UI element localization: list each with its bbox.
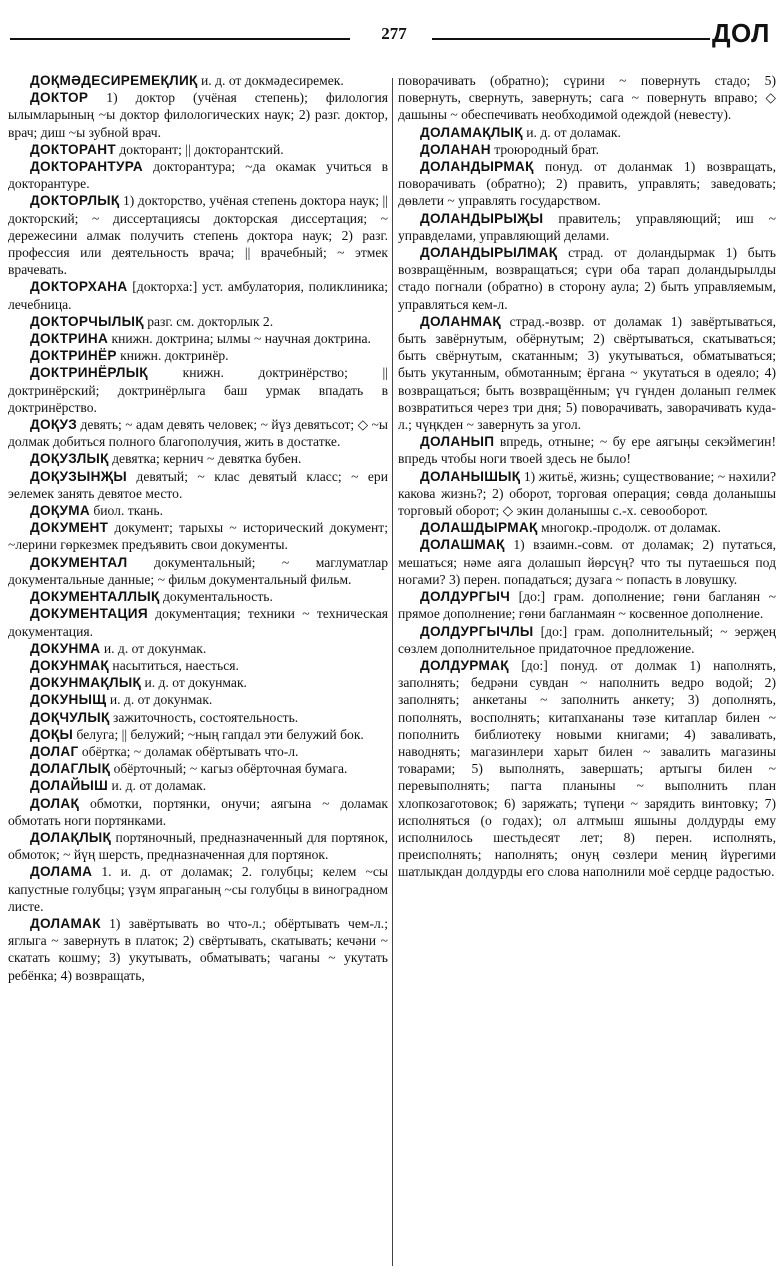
dictionary-entry xyxy=(398,623,776,657)
entry-headword: ДОЛАГ xyxy=(30,743,79,759)
entry-definition: обёртка; ~ доламак обёртывать что-л. xyxy=(81,743,299,759)
entry-definition: документальность. xyxy=(162,589,273,605)
entry-headword: ДОКУНЫЩ xyxy=(30,692,107,708)
entry-definition: [до:] понуд. от долмак 1) наполнять, заполнять; бедрәни сувдан ~ наполнить ведро водой; 2) заполнять; анкетаны ~ заполнить анкету; 3) дополнять, пополнять, восполнять; китапхананы тәзе китаплар билен ~ пополнить библиотеку новыми книгами; 4) заваливать, наводнять; магазинлери харыт билен ~ завалить магазины товарами; 5) выполнять, завершать; артыгы билен ~ перевыполнять; пагта планыны ~ выполнить план хлопкозаготовок; 6) заряжать; түпеңи ~ зарядить винтовку; 7) исполняться (о годах); ол алтмыш яшыны долдурды ему исполнилось шестьдесят лет; 8) перен. исполнять, преисполнять; наполнять; онуң сөзлери мениң йүрегими шатлыкдан долдурды его слова наполнили моё сердце радостью. xyxy=(398,657,776,880)
dictionary-entry xyxy=(398,244,776,313)
entry-headword: ДОЛАНМАҚ xyxy=(420,313,501,329)
entry-definition: 1) завёртывать во что-л.; обёртывать чем-л.; яглыга ~ завернуть в платок; 2) свёртывать, скатывать; кечәни ~ скатать кошму; 3) укутывать, обматывать; чаганы ~ укутать ребёнка; 4) возвращать, xyxy=(8,915,388,983)
entry-definition: портяночный, предназначенный для портянок, обмоток; ~ йүң шерсть, предназначенная для портянок. xyxy=(8,829,388,863)
dictionary-entry xyxy=(8,347,388,364)
entry-headword: ДОЛАНЫШЫҚ xyxy=(420,468,521,484)
entry-headword: ДОКТРИНЁРЛЫҚ xyxy=(30,365,148,381)
dictionary-entry xyxy=(8,278,388,312)
dictionary-entry xyxy=(8,691,388,708)
entry-definition: 1. и. д. от доламак; 2. голубцы; келем ~сы капустные голубцы; үзүм япраганың ~сы голубцы в виноградном листе. xyxy=(8,864,388,914)
dictionary-entry xyxy=(8,330,388,347)
dictionary-entry xyxy=(8,795,388,829)
entry-definition: документ; тарыхы ~ исторический документ; ~лерини гөркезмек предъявить свои документы. xyxy=(8,520,388,553)
entry-headword: ДОЛАШМАҚ xyxy=(420,537,505,553)
dictionary-entry xyxy=(398,210,776,244)
dictionary-entry xyxy=(8,416,388,450)
entry-headword: ДОКТОРАНТ xyxy=(30,141,116,157)
dictionary-entry xyxy=(8,674,388,691)
dictionary-entry xyxy=(398,158,776,210)
entry-headword: ДОЛАНДЫРЫЛМАҚ xyxy=(420,245,558,261)
entry-headword: ДОЛАҚ xyxy=(30,795,80,811)
entry-headword: ДОКУНМА xyxy=(30,640,101,656)
entry-definition: понуд. от доланмак 1) возвращать, поворачивать (обратно); 2) править, управлять; заведовать; дөвлети ~ управлять государством. xyxy=(398,159,776,209)
entry-definition: и. д. от доламак. xyxy=(526,124,621,140)
header-rule-right xyxy=(432,38,710,40)
entry-headword: ДОҚУМА xyxy=(30,503,90,519)
entry-definition: страд.-возвр. от доламак 1) завёртываться, быть завёрнутым, обёрнутым; 2) свёртываться, скатываться; быть свёрнутым, скатанным; 3) укутываться, обматываться; быть укутанным, обмотанным; ёргана ~ укутаться в одеяло; 4) возвращаться; быть возвращённым; үч гүнден доланып гелмек возвратиться через три дня; 5) поворачивать, заворачивать куда-л.; чүңкден ~ завернуть за угол. xyxy=(398,313,776,433)
dictionary-entry xyxy=(8,554,388,588)
entry-definition: разг. см. докторлык 2. xyxy=(147,313,274,329)
dictionary-entry xyxy=(8,519,388,553)
dictionary-entry xyxy=(8,863,388,915)
dictionary-entry xyxy=(8,72,388,89)
entry-definition: обмотки, портянки, онучи; аягына ~ доламак обмотать ноги портянками. xyxy=(8,795,388,828)
entry-definition: правитель; управляющий; иш ~ управделами, управляющий делами. xyxy=(398,210,776,243)
entry-headword: ДОКУМЕНТАЛ xyxy=(30,554,128,570)
entry-definition: насытиться, наесться. xyxy=(112,657,239,673)
entry-headword: ДОКТРИНЁР xyxy=(30,348,117,364)
entry-definition: многокр.-продолж. от доламак. xyxy=(540,520,721,536)
entry-definition: документация; техники ~ техническая документация. xyxy=(8,606,388,639)
page-header xyxy=(0,0,783,60)
entry-definition: обёрточный; ~ кагыз обёрточная бумага. xyxy=(113,761,348,777)
column-divider xyxy=(392,78,393,1266)
entry-definition: биол. ткань. xyxy=(93,503,163,519)
entry-headword: ДОЛАЙЫШ xyxy=(30,778,109,794)
entry-definition: и. д. от докунмак. xyxy=(144,675,247,691)
dictionary-entry xyxy=(8,158,388,192)
entry-headword: ДОЛДУРМАҚ xyxy=(420,657,509,673)
dictionary-entry xyxy=(8,743,388,760)
entry-headword: ДОҚЧУЛЫҚ xyxy=(30,709,110,725)
dictionary-entry xyxy=(8,709,388,726)
entry-headword: ДОЛАҚЛЫҚ xyxy=(30,829,112,845)
entry-definition: 1) докторство, учёная степень доктора наук; || докторский; ~ диссертациясы докторская диссертация; ~ дережесини алмак получить степень доктора наук; 2) разг. профессия или деятельность врача; || врачебный; ~ этмек врачевать. xyxy=(8,193,388,278)
dictionary-entry xyxy=(8,760,388,777)
entry-headword: ДОКУНМАҚ xyxy=(30,657,110,673)
entry-headword: ДОКУНМАҚЛЫҚ xyxy=(30,675,142,691)
dictionary-entry xyxy=(8,192,388,278)
entry-definition: книжн. доктринёрство; || доктринёрский; доктринёрлыга баш урмак впадать в доктринёрство. xyxy=(8,365,388,415)
entry-headword: ДОЛАНАН xyxy=(420,141,491,157)
dictionary-entry xyxy=(398,72,776,124)
entry-headword: ДОКТОРЛЫҚ xyxy=(30,193,120,209)
entry-headword: ДОЛДУРГЫЧЛЫ xyxy=(420,623,534,639)
entry-headword: ДОЛАГЛЫҚ xyxy=(30,761,111,777)
entry-headword: ДОКТОР xyxy=(30,90,89,106)
dictionary-entry xyxy=(8,313,388,330)
dictionary-entry xyxy=(8,141,388,158)
entry-headword: ДОЛАНДЫРЫҖЫ xyxy=(420,210,544,226)
dictionary-entry xyxy=(398,536,776,588)
entry-definition: 1) взаимн.-совм. от доламак; 2) путаться, мешаться; нәме аяга долашып йөрсүң? что ты путаешься под ногами? 3) перен. попадаться; дузага ~ попасть в ловушку. xyxy=(398,537,776,587)
entry-definition: и. д. от докунмак. xyxy=(103,640,207,656)
dictionary-entry xyxy=(8,915,388,984)
entry-definition: и. д. от докунмак. xyxy=(109,692,213,708)
dictionary-entry xyxy=(398,588,776,622)
left-column xyxy=(8,72,388,1270)
entry-headword: ДОҚУЗ xyxy=(30,417,78,433)
entry-definition: зажиточность, состоятельность. xyxy=(113,709,299,725)
entry-definition: [до:] грам. дополнение; гөни багланян ~ прямое дополнение; гөни багланмаян ~ косвенное дополнение. xyxy=(398,589,776,622)
entry-definition: [до:] грам. дополнительный; ~ эерҗең сөзлем дополнительное придаточное предложение. xyxy=(398,623,776,656)
entry-definition: книжн. доктрина; ылмы ~ научная доктрина. xyxy=(111,331,371,347)
entry-headword: ДОКУМЕНТ xyxy=(30,520,109,536)
entry-headword: ДОЛДУРГЫЧ xyxy=(420,589,511,605)
entry-definition: 1) доктор (учёная степень); филология ылымларының ~ы доктор филологических наук; 2) разг. доктор, врач; диш ~ы зубной врач. xyxy=(8,90,388,140)
dictionary-entry xyxy=(8,588,388,605)
entry-definition: [докторха:] уст. амбулатория, поликлиника; лечебница. xyxy=(8,279,388,312)
entry-definition: докторант; || докторантский. xyxy=(119,141,284,157)
dictionary-entry xyxy=(398,657,776,881)
entry-definition: белуга; || белужий; ~ның гапдал эти белужий бок. xyxy=(76,726,364,742)
entry-definition: страд. от доландырмак 1) быть возвращённым, возвращаться; сүри оба тарап доландырылды стадо погнали (обратно) в сторону аула; 2) быть управляемым, управляться кем-л. xyxy=(398,245,776,312)
dictionary-entry xyxy=(398,141,776,158)
entry-headword: ДОҚЫ xyxy=(30,726,74,742)
entry-headword: ДОКТОРЧЫЛЫҚ xyxy=(30,313,144,329)
entry-definition: и. д. от доламак. xyxy=(111,778,207,794)
dictionary-entry xyxy=(398,124,776,141)
entry-definition: троюродный брат. xyxy=(494,141,600,157)
dictionary-entry xyxy=(8,657,388,674)
entry-headword: ДОКТОРХАНА xyxy=(30,279,128,295)
dictionary-entry xyxy=(8,726,388,743)
page-number: 277 xyxy=(381,24,407,43)
entry-headword: ДОЛАМАК xyxy=(30,915,101,931)
entry-definition: документальный; ~ маглуматлар документальные данные; ~ фильм документальный фильм. xyxy=(8,554,388,587)
dictionary-entry xyxy=(8,829,388,863)
entry-definition: девять; ~ адам девять человек; ~ йүз девятьсот; ◇ ~ы долмак добиться полного благополучия, жить в достатке. xyxy=(8,417,388,450)
entry-definition: 1) житьё, жизнь; существование; ~ нәхили? какова жизнь?; 2) оборот, торговая операция; сөвда доланышы торговый оборот; ◇ экин доланышы с.-х. севооборот. xyxy=(398,468,776,519)
entry-definition: поворачивать (обратно); сүрини ~ повернуть стадо; 5) повернуть, свернуть, завернуть; сага ~ повернуть вправо; ◇ дашыны ~ обеспечивать необходимой одеждой (невесту). xyxy=(398,73,776,123)
dictionary-entry xyxy=(398,313,776,433)
entry-headword: ДОЛАНДЫРМАҚ xyxy=(420,159,534,175)
header-rule-left xyxy=(10,38,350,40)
dictionary-entry xyxy=(8,605,388,639)
entry-headword: ДОҚУЗЫНҖЫ xyxy=(30,468,127,484)
entry-headword: ДОЛАНЫП xyxy=(420,434,495,450)
entry-definition: книжн. доктринёр. xyxy=(120,348,229,364)
dictionary-entry xyxy=(8,450,388,467)
entry-definition: впредь, отныне; ~ бу ере аягыңы секэймегин! впредь чтобы ноги твоей здесь не было! xyxy=(398,434,776,467)
entry-definition: девятый; ~ клас девятый класс; ~ ери эелемек занять девятое место. xyxy=(8,468,388,501)
entry-headword: ДОЛАМАҚЛЫҚ xyxy=(420,124,523,140)
entry-headword: ДОКУМЕНТАЛЛЫҚ xyxy=(30,589,160,605)
dictionary-entry xyxy=(8,502,388,519)
entry-headword: ДОКУМЕНТАЦИЯ xyxy=(30,606,148,622)
dictionary-entry xyxy=(8,640,388,657)
entry-definition: и. д. от докмәдесиремек. xyxy=(201,73,344,88)
dictionary-entry xyxy=(8,777,388,794)
entry-headword: ДОҚМӘДЕСИРЕМЕҚЛИҚ xyxy=(30,73,198,88)
dictionary-entry xyxy=(398,468,776,520)
entry-headword: ДОКТОРАНТУРА xyxy=(30,159,143,175)
entry-definition: докторантура; ~да окамак учиться в докторантуре. xyxy=(8,159,388,192)
dictionary-entry xyxy=(8,468,388,502)
dictionary-entry xyxy=(8,364,388,416)
dictionary-entry xyxy=(398,433,776,467)
dictionary-entry xyxy=(398,519,776,536)
right-column xyxy=(398,72,776,1270)
running-head: ДОЛ xyxy=(712,18,770,48)
dictionary-entry xyxy=(8,89,388,141)
entry-headword: ДОЛАШДЫРМАҚ xyxy=(420,520,538,536)
entry-definition: девятка; кернич ~ девятка бубен. xyxy=(112,451,302,467)
entry-headword: ДОҚУЗЛЫҚ xyxy=(30,451,109,467)
entry-headword: ДОКТРИНА xyxy=(30,331,109,347)
entry-headword: ДОЛАМА xyxy=(30,864,93,880)
